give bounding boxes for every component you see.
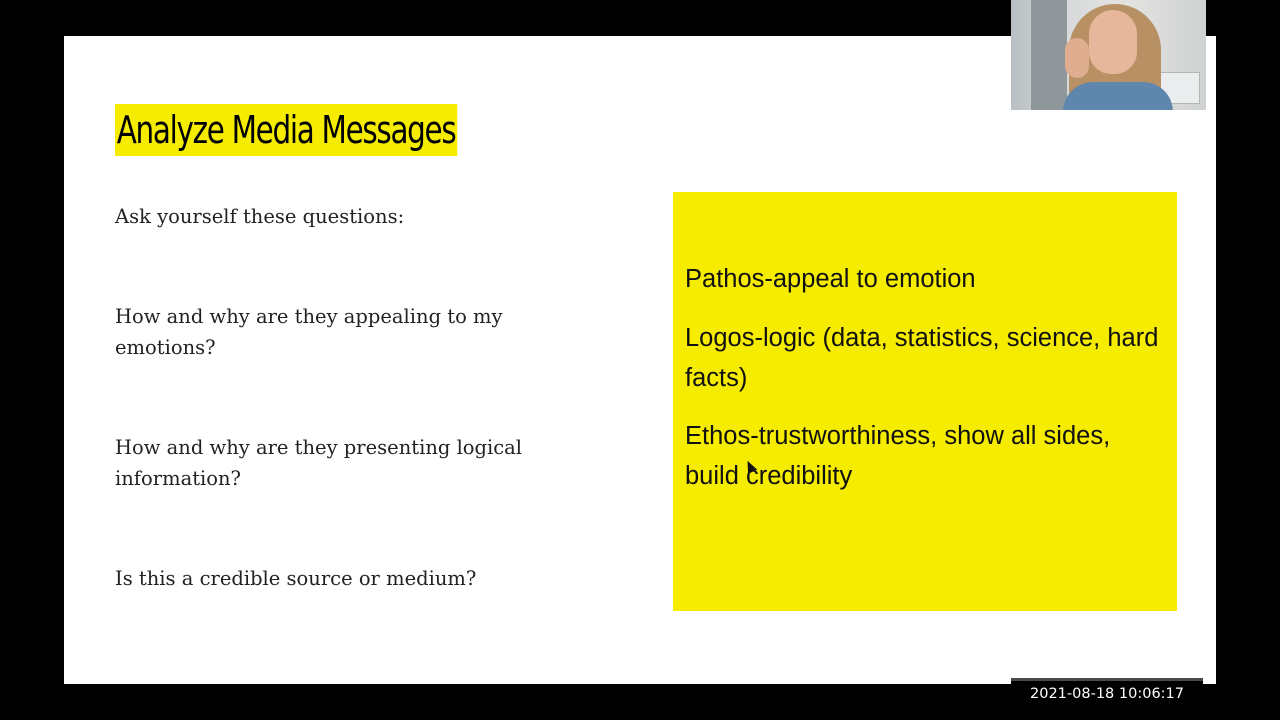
webcam-person-hand: [1065, 38, 1089, 78]
presentation-slide: [64, 36, 1216, 684]
ethos-item: Ethos-trustworthiness, show all sides, build credibility: [685, 422, 1111, 490]
webcam-person-body: [1063, 82, 1173, 110]
logos-item: Logos-logic (data, statistics, science, hard facts): [685, 324, 1159, 392]
slide-title: Analyze Media Messages: [115, 104, 457, 156]
rhetorical-appeals-box: [673, 192, 1177, 611]
question-credibility: Is this a credible source or medium?: [115, 567, 477, 590]
question-emotions: How and why are they appealing to my emotions?: [115, 305, 503, 359]
recording-timestamp: 2021-08-18 10:06:17: [1011, 678, 1203, 707]
webcam-background-door: [1031, 0, 1067, 110]
participant-video-icon[interactable]: [1011, 0, 1206, 110]
questions-intro: Ask yourself these questions:: [115, 205, 405, 228]
webcam-person-face: [1089, 10, 1137, 74]
pathos-item: Pathos-appeal to emotion: [685, 265, 976, 293]
question-logic: How and why are they presenting logical information?: [115, 436, 523, 490]
